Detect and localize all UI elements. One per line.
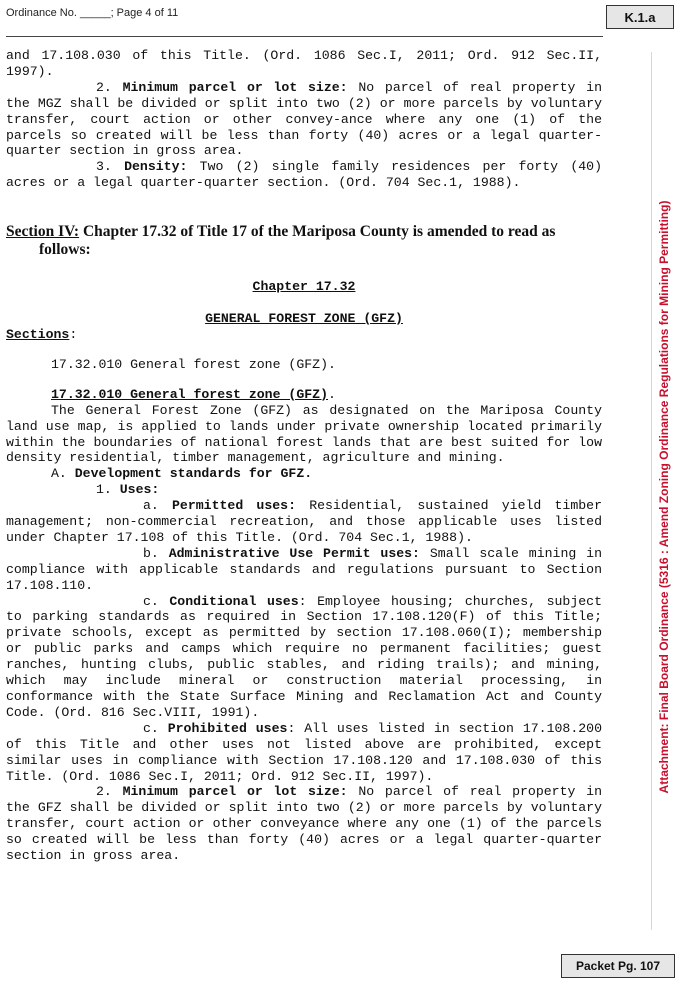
gfz-intro-paragraph: The General Forest Zone (GFZ) as designated on the Mariposa County land use map, is applied to lands under private ownership located primarily within the boundaries of national forest lands that are best suited for low density residential, timber management, agriculture and mining.	[6, 402, 602, 466]
item-text: No parcel of real property in the MGZ shall be divided or split into two (2) or more parcels by voluntary transfer, court action or other convey-ance where any one (1) of the parcels so created will be less than forty (40) acres or a legal quarter-quarter section in gross area.	[6, 79, 602, 159]
ordinance-body	[6, 48, 602, 864]
administrative-use-permit-paragraph	[6, 546, 602, 594]
item-text: All uses listed in section 17.108.200 of this Title and other uses not listed above are prohibited, except similar uses in compliance with Section 17.108.120 and 17.108.030 of this Title. (Ord. 1086 Sec.I, 2011; Ord. 912 Sec.II, 1997).	[6, 720, 602, 784]
item-label: Conditional uses	[169, 593, 299, 609]
conditional-uses-paragraph: c. Conditional uses: Employee housing; churches, subject to parking standards as required in Section 17.108.120(F) of this Title; private schools, except as permitted by section 17.108.060(I); membership or public parks and camps which require no permanent facilities; guest ranches, hunting clubs, public stables, and riding trails); and mining, which may include mineral or construction material processing, in conformance with the State Surface Mining and Reclamation Act and County Code. (Ord. 816 Sec.VIII, 1991).	[6, 593, 602, 720]
item-number: 2.	[96, 784, 112, 800]
gfz-min-parcel-paragraph	[6, 784, 602, 864]
sections-label: Sections:	[6, 326, 78, 342]
agenda-item-tag: K.1.a	[606, 5, 674, 29]
item-label: Permitted uses:	[172, 498, 296, 514]
item-text: No parcel of real property in the GFZ shall be divided or split into two (2) or more parcels by voluntary transfer, court action or other conveyance where any one (1) of the parcels so created will be less than forty (40) acres or a legal quarter-quarter section in gross area.	[6, 784, 602, 864]
item-number: 2.	[96, 79, 112, 95]
attachment-sidebar-label: Attachment: Final Board Ordinance (5316 : Amend Zoning Ordinance Regulations for Mining Permitting)	[657, 200, 671, 794]
item-text: Two (2) single family residences per forty (40) acres or a legal quarter-quarter section. (Ord. 704 Sec.1, 1988).	[6, 159, 603, 191]
item-label: Density:	[124, 159, 188, 175]
item-number: 3.	[96, 159, 112, 175]
development-standards-heading: A. Development standards for GFZ.	[51, 466, 313, 482]
item-number: c.	[143, 720, 159, 736]
mgz-density-paragraph	[6, 159, 602, 191]
section-text: Chapter 17.32 of Title 17 of the Mariposa County is amended to read as follows:	[39, 223, 556, 259]
toc-entry: 17.32.010 General forest zone (GFZ).	[51, 356, 336, 372]
packet-page-number: Packet Pg. 107	[561, 954, 675, 978]
item-number: b.	[143, 545, 159, 561]
ordinance-page-header: Ordinance No. _____; Page 4 of 11	[6, 7, 179, 19]
chapter-title: Chapter 17.32	[252, 279, 356, 295]
section-heading	[6, 223, 602, 259]
continued-text: and 17.108.030 of this Title. (Ord. 1086 Sec.I, 2011; Ord. 912 Sec.II, 1997).	[6, 48, 602, 79]
chapter-subtitle: GENERAL FOREST ZONE (GFZ)	[205, 311, 403, 327]
item-label: Prohibited uses	[167, 720, 288, 736]
item-number: a.	[143, 498, 159, 514]
permitted-uses-paragraph	[6, 498, 602, 546]
item-text: Small scale mining in compliance with applicable standards and regulations pursuant to Section 17.108.110.	[6, 545, 602, 593]
header-divider	[6, 36, 603, 37]
item-label: Minimum parcel or lot size:	[122, 784, 348, 800]
prohibited-uses-paragraph: c. Prohibited uses: All uses listed in section 17.108.200 of this Title and other uses not listed above are prohibited, except similar uses in compliance with Section 17.108.120 and 17.108.030 of this Title. (Ord. 1086 Sec.I, 2011; Ord. 912 Sec.II, 1997).	[6, 720, 602, 784]
section-label: Section IV:	[6, 223, 80, 241]
uses-heading: 1. Uses:	[96, 482, 160, 498]
mgz-min-parcel-paragraph	[6, 80, 602, 160]
item-text: Employee housing; churches, subject to parking standards as required in Section 17.108.120(F) of this Title; private schools, except as permitted by section 17.108.060(I); membership or public parks and camps which require no permanent facilities; guest ranches, hunting clubs, public stables, and riding trails); and mining, which may include mineral or construction material processing, in conformance with the State Surface Mining and Reclamation Act and County Code. (Ord. 816 Sec.VIII, 1991).	[6, 593, 602, 720]
item-text: Residential, sustained yield timber management; non-commercial recreation, and those applicable uses listed under Chapter 17.108 of this Title. (Ord. 704 Sec.1, 1988).	[6, 498, 602, 545]
item-label: Administrative Use Permit uses:	[168, 545, 420, 561]
gfz-section-heading: 17.32.010 General forest zone (GFZ).	[51, 386, 336, 402]
item-label: Minimum parcel or lot size:	[122, 79, 348, 95]
item-number: c.	[143, 593, 159, 609]
